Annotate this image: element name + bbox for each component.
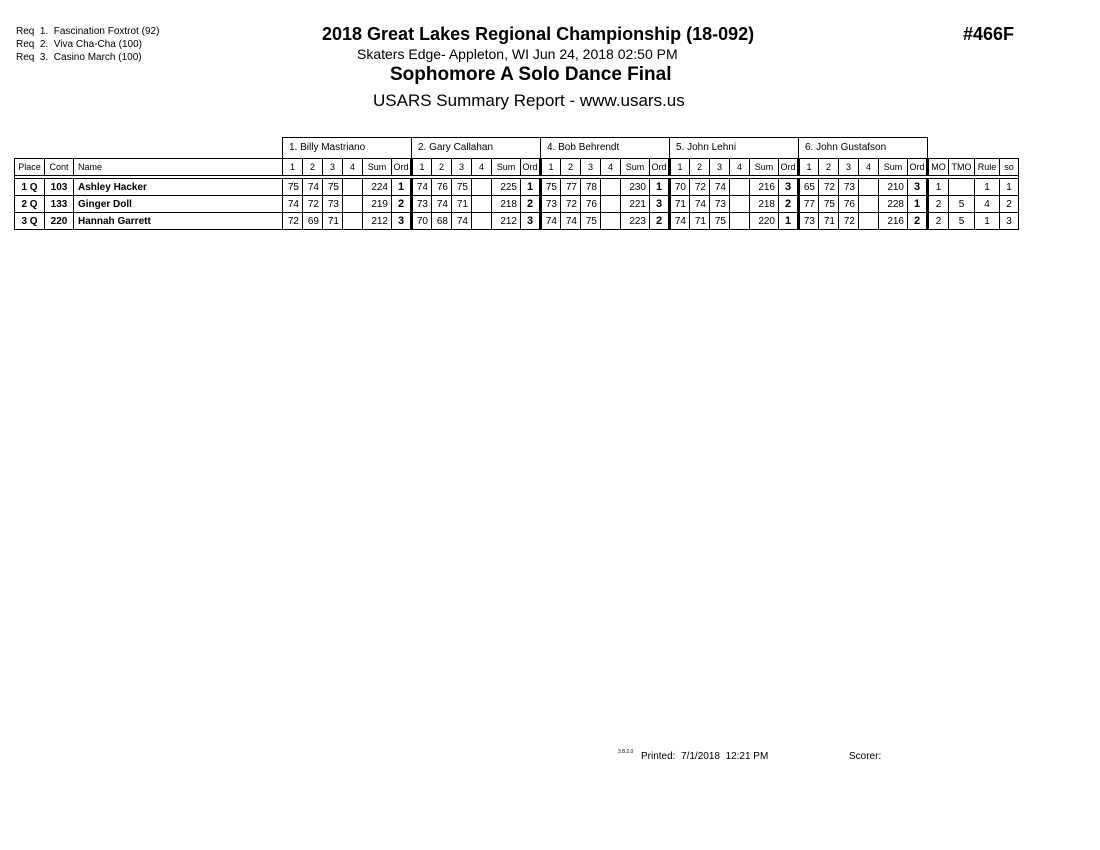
venue-line: Skaters Edge- Appleton, WI Jun 24, 2018 02:50 PM (357, 46, 678, 62)
score-2-cell: 69 (303, 213, 323, 230)
sum-header: Sum (492, 159, 521, 176)
score-2-cell: 74 (561, 213, 581, 230)
sum-cell: 212 (363, 213, 392, 230)
score-4-header: 4 (859, 159, 879, 176)
ordinal-cell: 2 (650, 213, 670, 230)
score-2-cell: 72 (819, 179, 839, 196)
score-2-cell: 72 (561, 196, 581, 213)
judge-name: 1. Billy Mastriano (283, 138, 412, 157)
score-4-cell (343, 196, 363, 213)
sum-cell: 224 (363, 179, 392, 196)
so-cell: 2 (1000, 196, 1019, 213)
score-2-cell: 74 (303, 179, 323, 196)
requirement-item: Req 3. Casino March (100) (16, 52, 142, 63)
sum-header: Sum (621, 159, 650, 176)
score-1-cell: 72 (283, 213, 303, 230)
score-1-cell: 74 (541, 213, 561, 230)
sum-cell: 216 (750, 179, 779, 196)
ord-header: Ord (650, 159, 670, 176)
score-2-header: 2 (819, 159, 839, 176)
score-2-header: 2 (561, 159, 581, 176)
score-3-cell: 75 (581, 213, 601, 230)
place-cell: 1 Q (15, 179, 45, 196)
score-1-header: 1 (670, 159, 690, 176)
score-2-cell: 72 (303, 196, 323, 213)
score-4-cell (601, 196, 621, 213)
score-4-header: 4 (601, 159, 621, 176)
mo-header: MO (928, 159, 949, 176)
ordinal-cell: 1 (779, 213, 799, 230)
so-cell: 1 (1000, 179, 1019, 196)
sum-cell: 221 (621, 196, 650, 213)
score-1-cell: 74 (670, 213, 690, 230)
ordinal-cell: 1 (392, 179, 412, 196)
score-4-cell (859, 196, 879, 213)
score-3-header: 3 (581, 159, 601, 176)
score-2-cell: 72 (690, 179, 710, 196)
score-1-cell: 75 (283, 179, 303, 196)
score-3-header: 3 (839, 159, 859, 176)
sum-cell: 228 (879, 196, 908, 213)
mo-cell: 2 (928, 196, 949, 213)
sum-header: Sum (879, 159, 908, 176)
event-code: #466F (963, 24, 1015, 44)
ordinal-cell: 3 (392, 213, 412, 230)
sum-cell: 218 (750, 196, 779, 213)
score-1-cell: 65 (799, 179, 819, 196)
ord-header: Ord (779, 159, 799, 176)
printed-timestamp: Printed: 7/1/2018 12:21 PM (641, 751, 769, 762)
score-4-cell (730, 213, 750, 230)
score-2-cell: 71 (819, 213, 839, 230)
score-1-cell: 73 (541, 196, 561, 213)
score-2-cell: 77 (561, 179, 581, 196)
score-1-cell: 73 (412, 196, 432, 213)
score-2-cell: 75 (819, 196, 839, 213)
score-1-cell: 74 (412, 179, 432, 196)
score-4-cell (859, 179, 879, 196)
score-3-cell: 75 (323, 179, 343, 196)
rule-header: Rule (975, 159, 1000, 176)
rule-cell: 4 (975, 196, 1000, 213)
score-4-header: 4 (730, 159, 750, 176)
score-3-header: 3 (710, 159, 730, 176)
score-1-cell: 75 (541, 179, 561, 196)
score-4-header: 4 (343, 159, 363, 176)
judge-header-row (15, 138, 1019, 157)
score-4-cell (601, 179, 621, 196)
score-2-cell: 68 (432, 213, 452, 230)
ordinal-cell: 3 (908, 179, 928, 196)
judge-name: 2. Gary Callahan (412, 138, 541, 157)
score-3-cell: 71 (323, 213, 343, 230)
mo-cell: 2 (928, 213, 949, 230)
ordinal-cell: 2 (392, 196, 412, 213)
cont-header: Cont (45, 159, 74, 176)
score-4-cell (730, 179, 750, 196)
version-label: 3.8.2.0 (618, 749, 634, 755)
sum-cell: 223 (621, 213, 650, 230)
score-4-cell (343, 179, 363, 196)
rule-cell: 1 (975, 213, 1000, 230)
ordinal-cell: 1 (650, 179, 670, 196)
score-4-header: 4 (472, 159, 492, 176)
score-3-cell: 73 (323, 196, 343, 213)
score-3-cell: 75 (452, 179, 472, 196)
score-1-header: 1 (541, 159, 561, 176)
mo-cell: 1 (928, 179, 949, 196)
score-2-header: 2 (690, 159, 710, 176)
tmo-cell (949, 179, 975, 196)
ordinal-cell: 1 (521, 179, 541, 196)
contestant-number-cell: 103 (45, 179, 74, 196)
place-cell: 2 Q (15, 196, 45, 213)
score-1-header: 1 (283, 159, 303, 176)
score-3-cell: 74 (452, 213, 472, 230)
score-3-header: 3 (452, 159, 472, 176)
score-1-cell: 77 (799, 196, 819, 213)
scorer-label: Scorer: (849, 751, 882, 762)
judge-name: 5. John Lehni (670, 138, 799, 157)
sum-cell: 212 (492, 213, 521, 230)
skater-name-cell: Hannah Garrett (74, 213, 283, 230)
score-3-cell: 76 (581, 196, 601, 213)
place-header: Place (15, 159, 45, 176)
score-2-cell: 74 (690, 196, 710, 213)
ordinal-cell: 3 (779, 179, 799, 196)
score-4-cell (472, 179, 492, 196)
contestant-number-cell: 133 (45, 196, 74, 213)
judge-name: 6. John Gustafson (799, 138, 928, 157)
score-3-cell: 75 (710, 213, 730, 230)
score-4-cell (859, 213, 879, 230)
score-3-header: 3 (323, 159, 343, 176)
score-3-cell: 74 (710, 179, 730, 196)
column-header-row (15, 159, 1019, 176)
sum-header: Sum (750, 159, 779, 176)
sum-cell: 218 (492, 196, 521, 213)
ord-header: Ord (392, 159, 412, 176)
sum-cell: 220 (750, 213, 779, 230)
report-title: USARS Summary Report - www.usars.us (373, 91, 685, 110)
rule-cell: 1 (975, 179, 1000, 196)
judge-name: 4. Bob Behrendt (541, 138, 670, 157)
ordinal-cell: 1 (908, 196, 928, 213)
score-3-cell: 76 (839, 196, 859, 213)
score-3-cell: 78 (581, 179, 601, 196)
sum-cell: 216 (879, 213, 908, 230)
score-4-cell (601, 213, 621, 230)
score-1-cell: 71 (670, 196, 690, 213)
table-row (15, 213, 1019, 230)
score-4-cell (343, 213, 363, 230)
ord-header: Ord (521, 159, 541, 176)
place-cell: 3 Q (15, 213, 45, 230)
score-4-cell (730, 196, 750, 213)
competition-title: 2018 Great Lakes Regional Championship (18-092) (322, 24, 755, 44)
score-1-cell: 73 (799, 213, 819, 230)
skater-name-cell: Ginger Doll (74, 196, 283, 213)
event-title: Sophomore A Solo Dance Final (390, 64, 672, 85)
tmo-header: TMO (949, 159, 975, 176)
ordinal-cell: 2 (908, 213, 928, 230)
requirements-list (16, 25, 159, 64)
score-3-cell: 71 (452, 196, 472, 213)
score-4-cell (472, 196, 492, 213)
score-2-cell: 71 (690, 213, 710, 230)
score-1-cell: 74 (283, 196, 303, 213)
so-cell: 3 (1000, 213, 1019, 230)
sum-cell: 230 (621, 179, 650, 196)
sum-cell: 225 (492, 179, 521, 196)
score-2-cell: 74 (432, 196, 452, 213)
name-header: Name (74, 159, 283, 176)
score-2-cell: 76 (432, 179, 452, 196)
ordinal-cell: 3 (521, 213, 541, 230)
requirement-item: Req 1. Fascination Foxtrot (92) (16, 26, 160, 37)
results-table (14, 137, 1019, 230)
score-3-cell: 73 (839, 179, 859, 196)
tmo-cell: 5 (949, 213, 975, 230)
score-1-header: 1 (412, 159, 432, 176)
score-2-header: 2 (432, 159, 452, 176)
ordinal-cell: 3 (650, 196, 670, 213)
skater-name-cell: Ashley Hacker (74, 179, 283, 196)
tmo-cell: 5 (949, 196, 975, 213)
score-2-header: 2 (303, 159, 323, 176)
table-row (15, 196, 1019, 213)
ord-header: Ord (908, 159, 928, 176)
score-1-header: 1 (799, 159, 819, 176)
so-header: so (1000, 159, 1019, 176)
score-1-cell: 70 (412, 213, 432, 230)
sum-cell: 219 (363, 196, 392, 213)
table-row (15, 179, 1019, 196)
score-1-cell: 70 (670, 179, 690, 196)
ordinal-cell: 2 (521, 196, 541, 213)
sum-cell: 210 (879, 179, 908, 196)
score-4-cell (472, 213, 492, 230)
score-3-cell: 73 (710, 196, 730, 213)
requirement-item: Req 2. Viva Cha-Cha (100) (16, 39, 142, 50)
sum-header: Sum (363, 159, 392, 176)
contestant-number-cell: 220 (45, 213, 74, 230)
score-3-cell: 72 (839, 213, 859, 230)
ordinal-cell: 2 (779, 196, 799, 213)
